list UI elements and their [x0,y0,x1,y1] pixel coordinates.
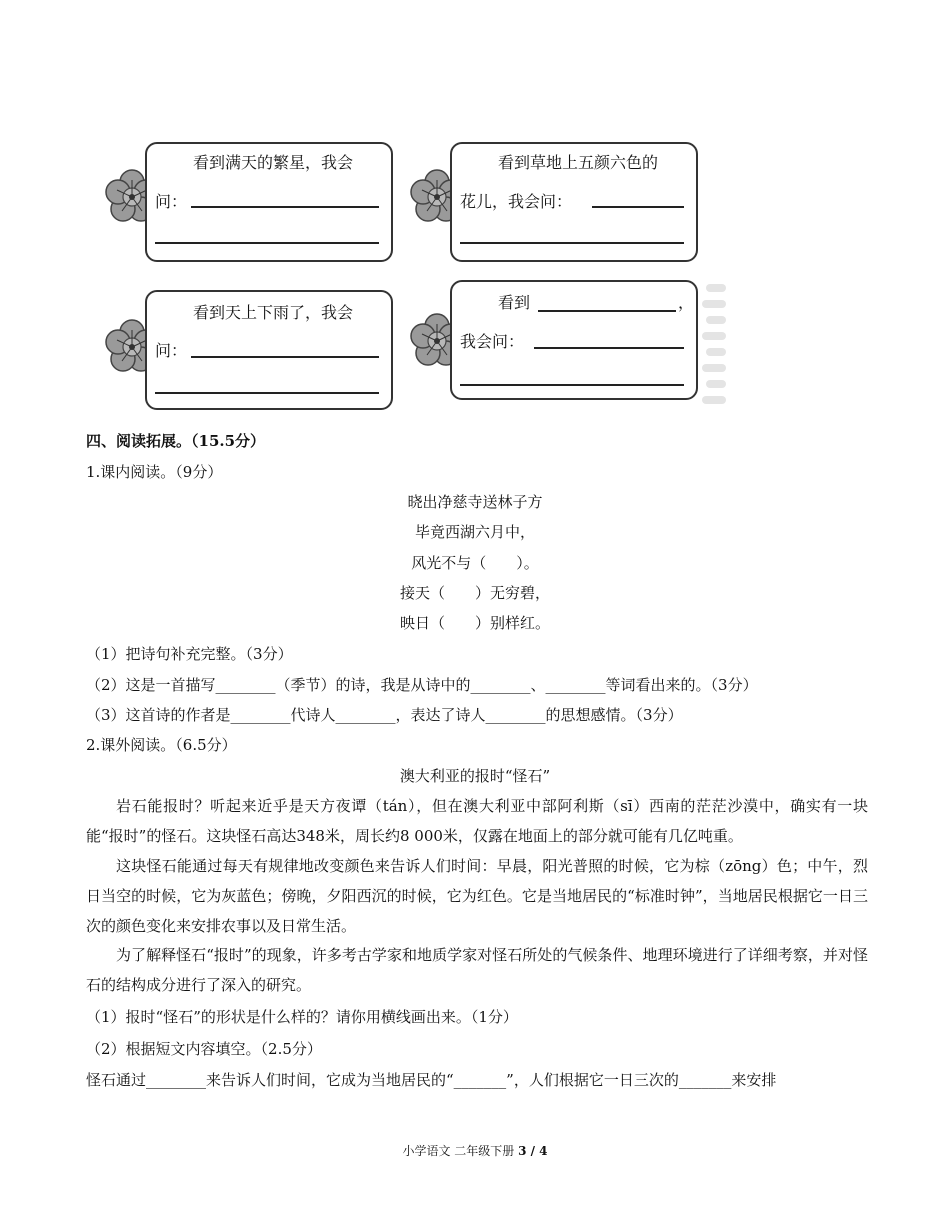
box-4-prompt: 看到 [498,293,531,312]
section-heading: 四、阅读拓展。（15.5分） [86,432,266,450]
box-4-comma: ， [678,293,695,312]
question-item: （3）这首诗的作者是________代诗人________，表达了诗人________的思想感情。（3分） [86,706,683,724]
article-paragraph: 为了解释怪石“报时”的现象，许多考古学家和地质学家对怪石所处的气候条件、地理环境进行了详细考察，并对怪石的结构成分进行了深入的研究。 [86,946,868,994]
box-2-label: 花儿，我会问： [460,192,573,211]
poem-line: 风光不与（ ）。 [411,554,539,572]
page-footer [0,1142,950,1159]
question-item: （1）报时“怪石”的形状是什么样的？请你用横线画出来。（1分） [86,1008,518,1026]
question-1-title: 1.课内阅读。（9分） [86,463,223,481]
question-box-2 [450,142,698,262]
answer-line[interactable] [191,356,379,358]
question-item: （1）把诗句补充完整。（3分） [86,645,293,663]
question-2-title: 2.课外阅读。（6.5分） [86,736,237,754]
fill-in-line: 怪石通过________来告诉人们时间，它成为当地居民的“_______”，人们根据它一日三次的_______来安排 [86,1071,777,1089]
answer-line[interactable] [191,206,379,208]
answer-line[interactable] [460,384,684,386]
question-box-1 [145,142,393,262]
question-box-4 [450,280,698,400]
answer-line[interactable] [538,310,676,312]
decorative-stripes [700,282,730,410]
question-item: （2）这是一首描写________（季节）的诗，我是从诗中的________、________等词看出来的。（3分） [86,676,758,694]
box-2-prompt: 看到草地上五颜六色的 [498,153,659,172]
answer-line[interactable] [155,242,379,244]
answer-line[interactable] [592,206,684,208]
question-box-3 [145,290,393,410]
article-title: 澳大利亚的报时“怪石” [399,767,551,785]
box-4-label: 我会问： [460,332,525,351]
poem-title: 晓出净慈寺送林子方 [407,493,543,511]
article-paragraph: 岩石能报时？听起来近乎是天方夜谭（tán），但在澳大利亚中部阿利斯（sī）西南的茫茫沙漠中，确实有一块能“报时”的怪石。这块怪石高达348米，周长约8 000米，仅露在地面上的部分就可能有几亿吨重。 [86,797,868,845]
poem-line: 毕竟西湖六月中， [414,523,535,541]
article-paragraph: 这块怪石能通过每天有规律地改变颜色来告诉人们时间：早晨，阳光普照的时候，它为棕（zōng）色；中午，烈日当空的时候，它为灰蓝色；傍晚，夕阳西沉的时候，它为红色。它是当地居民的“标准时钟”，当地居民根据它一日三次的颜色变化来安排农事以及日常生活。 [86,857,868,935]
answer-line[interactable] [534,347,684,349]
box-3-prompt: 看到天上下雨了，我会 [193,303,354,322]
box-1-label: 问： [155,192,188,211]
poem-line: 接天（ ）无穷碧， [399,584,550,602]
answer-line[interactable] [460,242,684,244]
box-1-prompt: 看到满天的繁星，我会 [193,153,354,172]
footer-text: 小学语文 二年级下册 [402,1144,519,1158]
question-item: （2）根据短文内容填空。（2.5分） [86,1040,322,1058]
box-3-label: 问： [155,341,188,360]
page-number: 3 / 4 [518,1144,548,1158]
answer-line[interactable] [155,392,379,394]
poem-line: 映日（ ）别样红。 [399,614,550,632]
